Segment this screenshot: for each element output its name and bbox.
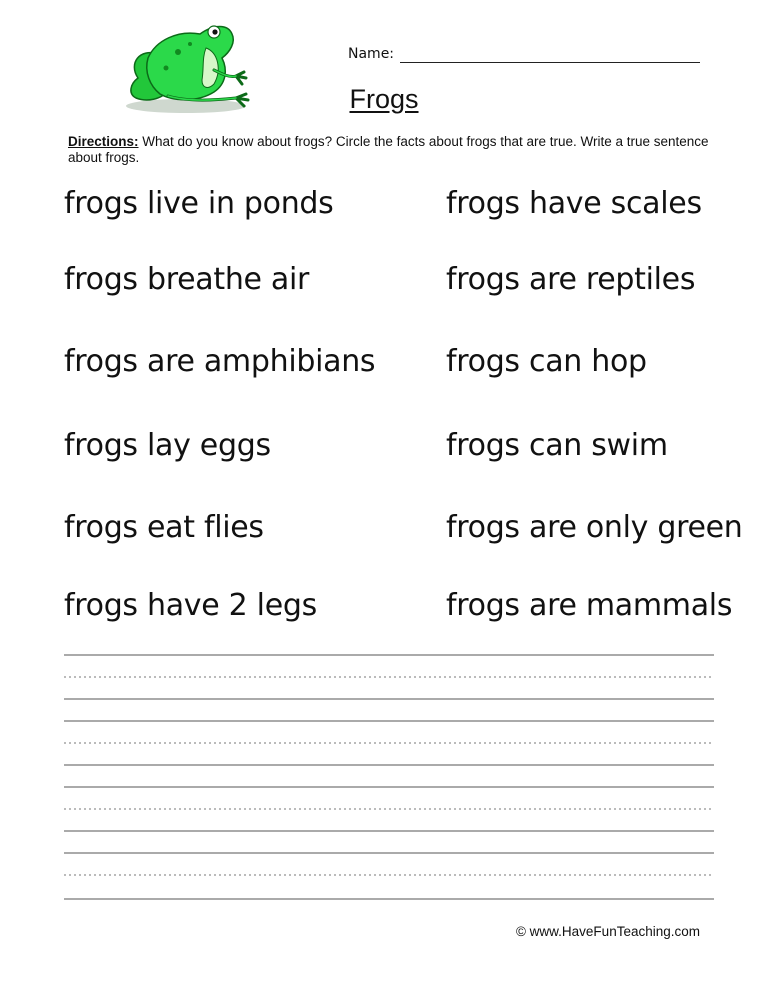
fact-left-1[interactable]: frogs live in ponds: [64, 186, 334, 221]
name-row: [348, 46, 700, 66]
directions-label: Directions:: [68, 134, 139, 149]
fact-left-3[interactable]: frogs are amphibians: [64, 344, 376, 379]
name-line[interactable]: [400, 62, 700, 63]
fact-left-2[interactable]: frogs breathe air: [64, 262, 310, 297]
directions-text: What do you know about frogs? Circle the facts about frogs that are true. Write a true sentence about frogs.: [68, 134, 709, 165]
fact-right-1[interactable]: frogs have scales: [446, 186, 702, 221]
directions: [68, 134, 718, 166]
fact-left-4[interactable]: frogs lay eggs: [64, 428, 271, 463]
fact-left-6[interactable]: frogs have 2 legs: [64, 588, 317, 623]
writing-lines[interactable]: [64, 645, 714, 910]
name-label: Name:: [348, 46, 395, 62]
fact-right-6[interactable]: frogs are mammals: [446, 588, 733, 623]
fact-right-2[interactable]: frogs are reptiles: [446, 262, 696, 297]
fact-right-5[interactable]: frogs are only green: [446, 510, 743, 545]
fact-right-3[interactable]: frogs can hop: [446, 344, 647, 379]
page-title: Frogs: [349, 84, 419, 114]
fact-right-4[interactable]: frogs can swim: [446, 428, 668, 463]
footer-copyright: © www.HaveFunTeaching.com: [515, 924, 700, 939]
fact-left-5[interactable]: frogs eat flies: [64, 510, 264, 545]
